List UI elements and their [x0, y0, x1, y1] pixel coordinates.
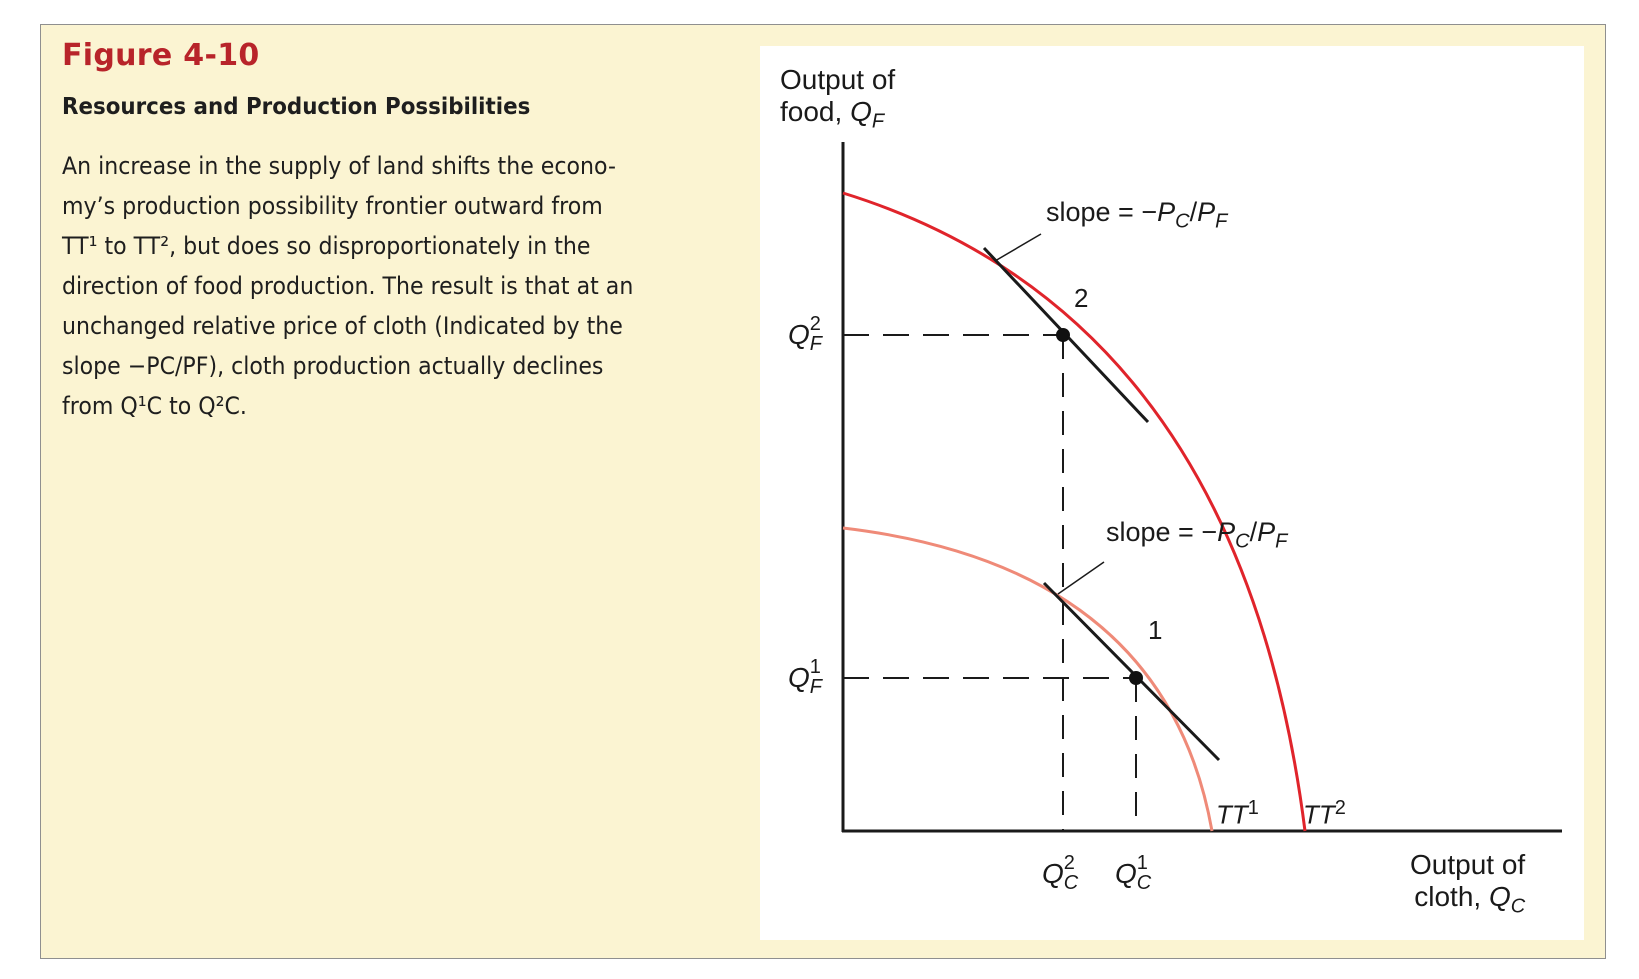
slope-label-lower: [1106, 516, 1287, 557]
tt1-curve: [843, 528, 1212, 831]
figure-title: Resources and Production Possibilities: [62, 94, 531, 120]
x-axis-label-line1: Output of: [1410, 849, 1526, 880]
y-axis-label: [780, 64, 895, 138]
figure-caption: [62, 146, 688, 426]
tick-sub: C: [1063, 871, 1079, 894]
point-1-label: 1: [1148, 615, 1163, 645]
slope-sub-c: C: [1235, 530, 1250, 553]
caption-line: TT¹ to TT², but does so disproportionately in the: [62, 232, 591, 260]
tick-sup: 2: [1063, 851, 1075, 874]
slope-label-upper: [1046, 196, 1227, 237]
diagram-area: [760, 46, 1584, 940]
tick-sup: 1: [1136, 851, 1148, 874]
point-1: [1129, 671, 1143, 685]
caption-line: direction of food production. The result is that at an: [62, 272, 634, 300]
slope-p: P: [1257, 517, 1276, 547]
caption-line: from Q¹C to Q²C.: [62, 392, 247, 420]
tick-base: Q: [788, 662, 810, 693]
slope-p: P: [1197, 197, 1216, 227]
tick-base: Q: [788, 319, 810, 350]
y-axis-symbol: Q: [850, 96, 872, 127]
x-axis-symbol: Q: [1488, 881, 1511, 912]
x-axis-label-line2: cloth,: [1414, 881, 1489, 912]
tick-sup: 1: [809, 655, 821, 678]
y-tick-qf2: [788, 312, 832, 355]
slope-sub-f: F: [1215, 210, 1228, 233]
y-axis-subscript: F: [871, 110, 885, 133]
x-tick-qc2: [1042, 851, 1086, 894]
tick-sub: F: [809, 332, 822, 355]
tick-base: Q: [1115, 858, 1137, 889]
point-2-label: 2: [1074, 283, 1089, 313]
slope-pointer-upper: [995, 234, 1041, 261]
slope-pointer-lower: [1058, 562, 1104, 594]
y-tick-qf1: [788, 655, 832, 698]
caption-line: unchanged relative price of cloth (Indicated by the: [62, 312, 623, 340]
y-axis-label-line2: food,: [780, 96, 851, 127]
caption-line: An increase in the supply of land shifts the econo-: [62, 152, 616, 180]
slope-slash: /: [1249, 517, 1258, 547]
tick-sup: 2: [809, 312, 821, 335]
tangent-line-1: [1044, 583, 1219, 760]
tick-sub: C: [1136, 871, 1152, 894]
tick-sub: F: [809, 675, 822, 698]
slope-p: P: [1157, 197, 1176, 227]
curve-base: TT: [1216, 799, 1248, 830]
x-tick-qc1: [1115, 851, 1159, 894]
figure-number: Figure 4-10: [62, 38, 260, 73]
caption-line: my’s production possibility frontier outward from: [62, 192, 603, 220]
slope-prefix: slope = −: [1106, 517, 1218, 547]
ppf-diagram: [760, 46, 1584, 940]
slope-slash: /: [1189, 197, 1198, 227]
slope-prefix: slope = −: [1046, 197, 1158, 227]
curve-sup: 1: [1247, 797, 1259, 819]
slope-p: P: [1217, 517, 1236, 547]
tick-base: Q: [1042, 858, 1064, 889]
caption-line: slope −PC/PF), cloth production actually declines: [62, 352, 604, 380]
slope-sub-f: F: [1275, 530, 1288, 553]
curve-sup: 2: [1334, 797, 1346, 819]
slope-sub-c: C: [1175, 210, 1190, 233]
x-axis-subscript: C: [1510, 895, 1526, 918]
y-axis-label-line1: Output of: [780, 64, 896, 95]
x-axis-label: [1410, 849, 1525, 923]
curve-base: TT: [1303, 799, 1335, 830]
point-2: [1056, 328, 1070, 342]
tt2-label: [1303, 792, 1346, 831]
tt1-label: [1216, 792, 1259, 831]
